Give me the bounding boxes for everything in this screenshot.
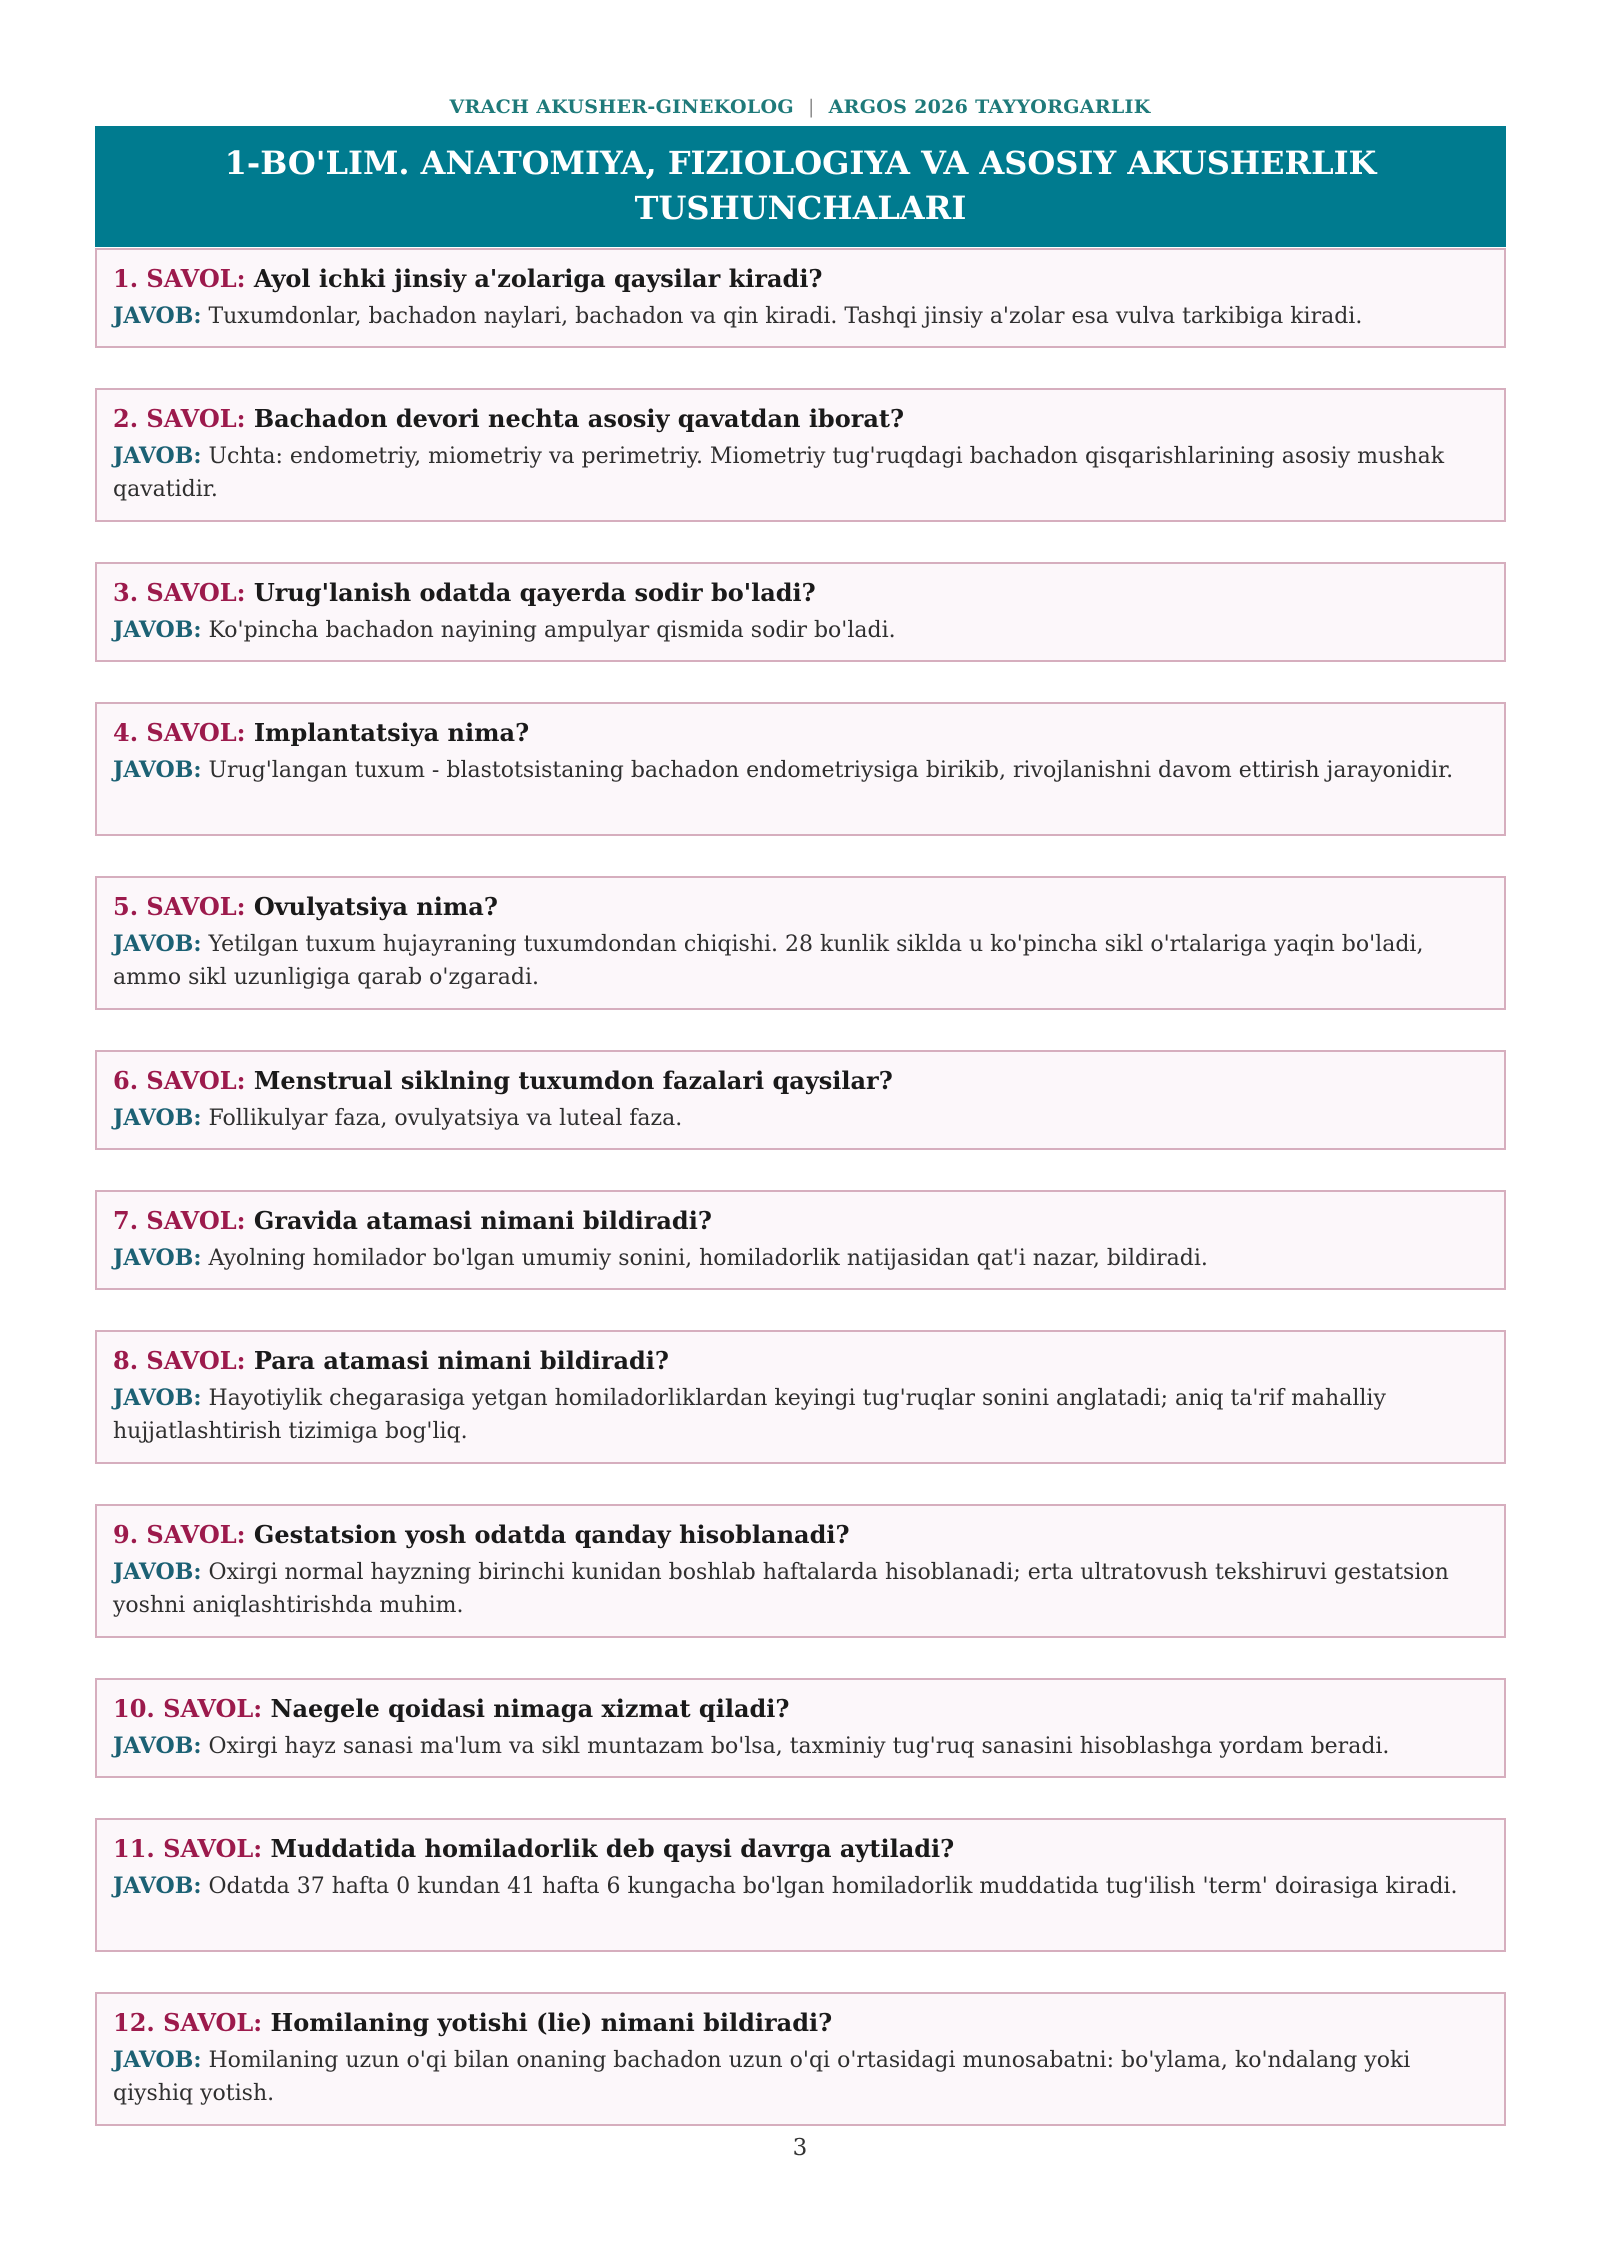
- answer: [113, 1382, 1488, 1448]
- question-number: 10. SAVOL:: [113, 1694, 263, 1723]
- qa-card: [95, 1678, 1506, 1778]
- qa-card: [95, 1818, 1506, 1952]
- answer: [113, 1242, 1488, 1275]
- question-number: 3. SAVOL:: [113, 578, 246, 607]
- answer-text: Homilaning uzun o'qi bilan onaning bachadon uzun o'qi o'rtasidagi munosabatni: bo'ylama, ko'ndalang yoki qiyshiq yotish.: [113, 2048, 1411, 2106]
- answer-label: JAVOB:: [113, 1873, 202, 1899]
- question-number: 6. SAVOL:: [113, 1066, 246, 1095]
- question: [113, 1832, 1488, 1866]
- answer-label: JAVOB:: [113, 303, 202, 329]
- question-number: 5. SAVOL:: [113, 892, 246, 921]
- question-text: Urug'lanish odatda qayerda sodir bo'ladi?: [253, 578, 816, 607]
- answer: [113, 440, 1488, 506]
- answer-label: JAVOB:: [113, 1105, 202, 1131]
- question: [113, 1344, 1488, 1378]
- answer-label: JAVOB:: [113, 1733, 202, 1759]
- question-number: 7. SAVOL:: [113, 1206, 246, 1235]
- answer-text: Ko'pincha bachadon nayining ampulyar qismida sodir bo'ladi.: [208, 618, 896, 643]
- question-text: Para atamasi nimani bildiradi?: [253, 1346, 669, 1375]
- answer: [113, 1102, 1488, 1135]
- question-text: Bachadon devori nechta asosiy qavatdan iborat?: [253, 404, 905, 433]
- question: [113, 890, 1488, 924]
- answer: [113, 1730, 1488, 1763]
- qa-card: [95, 562, 1506, 662]
- qa-card: [95, 1050, 1506, 1150]
- question-number: 9. SAVOL:: [113, 1520, 246, 1549]
- qa-card: [95, 248, 1506, 348]
- question-text: Gestatsion yosh odatda qanday hisoblanadi?: [253, 1520, 850, 1549]
- answer: [113, 754, 1488, 787]
- question: [113, 402, 1488, 436]
- qa-card: [95, 388, 1506, 522]
- question: [113, 1064, 1488, 1098]
- answer: [113, 300, 1488, 333]
- answer-label: JAVOB:: [113, 1385, 202, 1411]
- question-number: 4. SAVOL:: [113, 718, 246, 747]
- answer-text: Follikulyar faza, ovulyatsiya va luteal faza.: [208, 1106, 683, 1131]
- answer: [113, 1556, 1488, 1622]
- question-text: Naegele qoidasi nimaga xizmat qiladi?: [270, 1694, 790, 1723]
- answer-text: Yetilgan tuxum hujayraning tuxumdondan chiqishi. 28 kunlik siklda u ko'pincha sikl o'rtalariga yaqin bo'ladi, ammo sikl uzunligiga qarab o'zgaradi.: [113, 932, 1424, 990]
- qa-card: [95, 1992, 1506, 2126]
- answer-label: JAVOB:: [113, 931, 202, 957]
- question: [113, 1204, 1488, 1238]
- answer: [113, 928, 1488, 994]
- question-text: Ovulyatsiya nima?: [253, 892, 498, 921]
- answer: [113, 2044, 1488, 2110]
- header-right: ARGOS 2026 TAYYORGARLIK: [828, 96, 1151, 118]
- answer-text: Urug'langan tuxum - blastotsistaning bachadon endometriysiga birikib, rivojlanishni davom ettirish jarayonidir.: [208, 758, 1454, 783]
- answer: [113, 614, 1488, 647]
- answer-label: JAVOB:: [113, 2047, 202, 2073]
- question-text: Menstrual siklning tuxumdon fazalari qaysilar?: [253, 1066, 893, 1095]
- qa-card: [95, 1330, 1506, 1464]
- question-number: 12. SAVOL:: [113, 2008, 263, 2037]
- qa-card: [95, 1504, 1506, 1638]
- answer-text: Oxirgi hayz sanasi ma'lum va sikl muntazam bo'lsa, taxminiy tug'ruq sanasini hisoblashga yordam beradi.: [208, 1734, 1390, 1759]
- running-header: [0, 96, 1600, 118]
- answer-text: Tuxumdonlar, bachadon naylari, bachadon va qin kiradi. Tashqi jinsiy a'zolar esa vulva tarkibiga kiradi.: [208, 304, 1363, 329]
- question-text: Gravida atamasi nimani bildiradi?: [253, 1206, 712, 1235]
- answer-label: JAVOB:: [113, 757, 202, 783]
- question-number: 11. SAVOL:: [113, 1834, 263, 1863]
- answer-text: Hayotiylik chegarasiga yetgan homiladorliklardan keyingi tug'ruqlar sonini anglatadi; aniq ta'rif mahalliy hujjatlashtirish tizimiga bog'liq.: [113, 1386, 1386, 1444]
- header-separator: |: [807, 96, 815, 118]
- answer-text: Uchta: endometriy, miometriy va perimetriy. Miometriy tug'ruqdagi bachadon qisqarishlarining asosiy mushak qavatidir.: [113, 444, 1445, 502]
- question-number: 1. SAVOL:: [113, 264, 246, 293]
- question: [113, 1518, 1488, 1552]
- section-title-line1: 1-BO'LIM. ANATOMIYA, FIZIOLOGIYA VA ASOSIY AKUSHERLIK: [224, 144, 1377, 182]
- question: [113, 2006, 1488, 2040]
- answer-label: JAVOB:: [113, 1245, 202, 1271]
- answer-text: Oxirgi normal hayzning birinchi kunidan boshlab haftalarda hisoblanadi; erta ultratovush tekshiruvi gestatsion yoshni aniqlashtirishda muhim.: [113, 1560, 1449, 1618]
- question-number: 2. SAVOL:: [113, 404, 246, 433]
- qa-card: [95, 702, 1506, 836]
- qa-card: [95, 1190, 1506, 1290]
- answer-label: JAVOB:: [113, 443, 202, 469]
- question: [113, 716, 1488, 750]
- qa-card: [95, 876, 1506, 1010]
- answer-text: Odatda 37 hafta 0 kundan 41 hafta 6 kungacha bo'lgan homiladorlik muddatida tug'ilish 'term' doirasiga kiradi.: [208, 1874, 1458, 1899]
- answer-label: JAVOB:: [113, 617, 202, 643]
- section-title-line2: TUSHUNCHALARI: [634, 189, 967, 227]
- question-number: 8. SAVOL:: [113, 1346, 246, 1375]
- question: [113, 262, 1488, 296]
- question-text: Ayol ichki jinsiy a'zolariga qaysilar kiradi?: [253, 264, 823, 293]
- question-text: Homilaning yotishi (lie) nimani bildiradi?: [270, 2008, 833, 2037]
- question: [113, 1692, 1488, 1726]
- answer-text: Ayolning homilador bo'lgan umumiy sonini, homiladorlik natijasidan qat'i nazar, bildiradi.: [208, 1246, 1208, 1271]
- section-title-banner: [95, 126, 1506, 247]
- header-left: VRACH AKUSHER-GINEKOLOG: [449, 96, 794, 118]
- question: [113, 576, 1488, 610]
- question-text: Implantatsiya nima?: [253, 718, 530, 747]
- page-number: 3: [792, 2135, 808, 2161]
- answer: [113, 1870, 1488, 1903]
- question-text: Muddatida homiladorlik deb qaysi davrga aytiladi?: [270, 1834, 955, 1863]
- answer-label: JAVOB:: [113, 1559, 202, 1585]
